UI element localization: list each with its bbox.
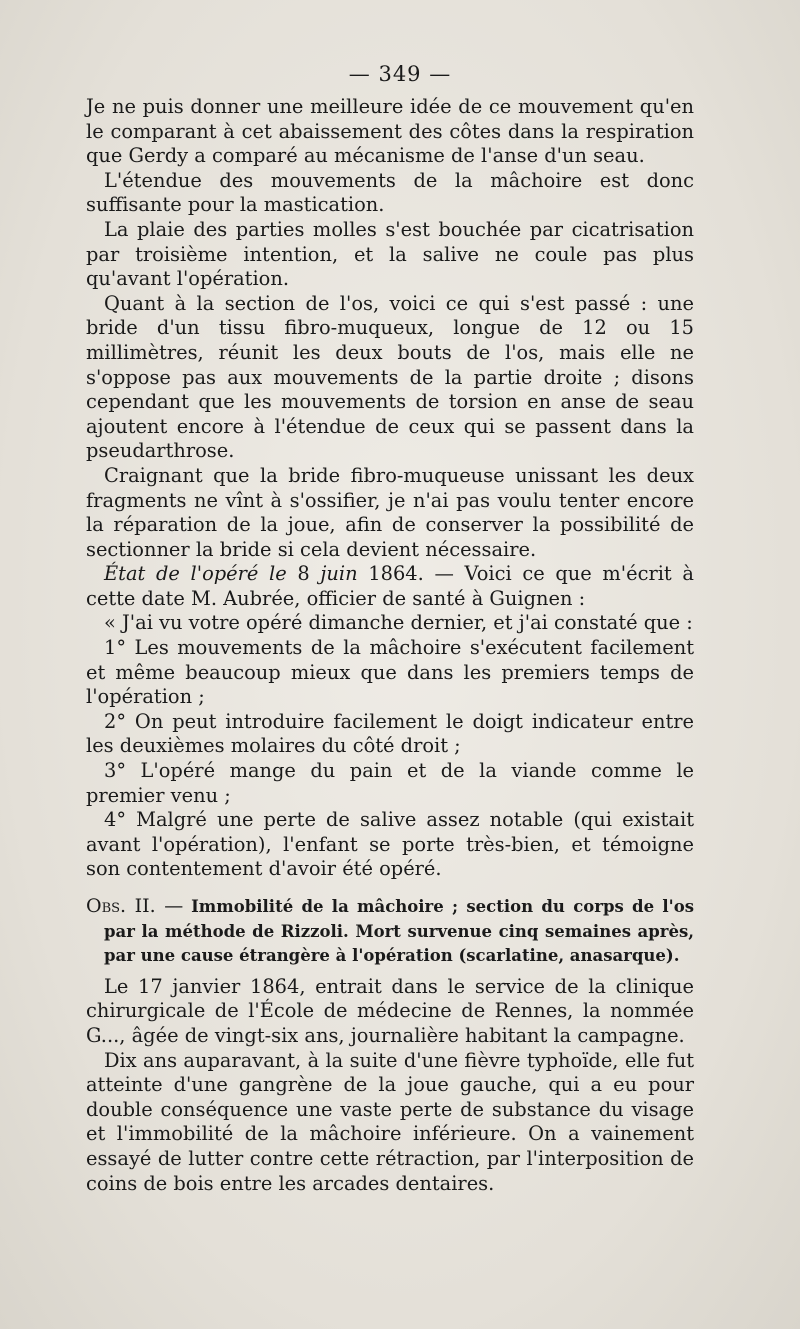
paragraph-4: Quant à la section de l'os, voici ce qui s'est passé : une bride d'un tissu fibro-muqueux, longue de 12 ou 15 millimètres, réunit les deux bouts de l'os, mais elle ne s'oppose pas aux mouvements de la partie droite ; disons cependant que les mouvements de torsion en anse de seau ajoutent encore à l'étendue de ceux qui se passent dans la pseudarthrose. <box>86 291 694 463</box>
observation-label: Obs. II. — <box>86 895 184 917</box>
letter-item-3: 3° L'opéré mange du pain et de la viande comme le premier venu ; <box>86 759 694 807</box>
etat-text: 1864. — Voici ce que m'écrit à cette date M. Aubrée, officier de santé à Guignen : <box>86 562 694 610</box>
etat-day: 8 <box>297 562 310 586</box>
case-paragraph-1: Le 17 janvier 1864, entrait dans le service de la clinique chirurgicale de l'École de médecine de Rennes, la nommée G..., âgée de vingt-six ans, journalière habitant la campagne. <box>86 974 694 1047</box>
etat-month: juin <box>320 562 358 586</box>
etat-heading: État de l'opéré le <box>104 562 287 586</box>
etat-paragraph <box>86 562 694 611</box>
letter-item-2: 2° On peut introduire facilement le doigt indicateur entre les deuxièmes molaires du côté droit ; <box>86 709 694 758</box>
case-paragraph-2: Dix ans auparavant, à la suite d'une fièvre typhoïde, elle fut atteinte d'une gangrène de la joue gauche, qui a eu pour double conséquence une vaste perte de substance du visage et l'immobilité de la mâchoire inférieure. On a vainement essayé de lutter contre cette rétraction, par l'interposition de coins de bois entre les arcades dentaires. <box>86 1048 694 1195</box>
paragraph-1: Je ne puis donner une meilleure idée de ce mouvement qu'en le comparant à cet abaissement des côtes dans la respiration que Gerdy a comparé au mécanisme de l'anse d'un seau. <box>86 95 694 168</box>
letter-intro: « J'ai vu votre opéré dimanche dernier, et j'ai constaté que : <box>104 611 693 635</box>
letter-item-1: 1° Les mouvements de la mâchoire s'exécutent facilement et même beaucoup mieux que dans les premiers temps de l'opération ; <box>86 636 694 709</box>
observation-title: Immobilité de la mâchoire ; section du corps de l'os par la méthode de Rizzoli. Mort survenue cinq semaines après, par une cause étrangère à l'opération (scarlatine, anasarque). <box>104 897 694 966</box>
paragraph-5: Craignant que la bride fibro-muqueuse unissant les deux fragments ne vînt à s'ossifier, je n'ai pas voulu tenter encore la réparation de la joue, afin de conserver la possibilité de sectionner la bride si cela devient nécessaire. <box>86 463 694 561</box>
observation-heading <box>86 894 694 969</box>
page-body <box>86 95 694 1196</box>
paragraph-2: L'étendue des mouvements de la mâchoire est donc suffisante pour la mastication. <box>86 168 694 217</box>
letter-item-4: 4° Malgré une perte de salive assez notable (qui existait avant l'opération), l'enfant se porte très-bien, et témoigne son contentement d'avoir été opéré. <box>86 808 694 881</box>
paragraph-3: La plaie des parties molles s'est bouchée par cicatrisation par troisième intention, et la salive ne coule pas plus qu'avant l'opération. <box>86 217 694 291</box>
page-number: — 349 — <box>348 62 452 86</box>
